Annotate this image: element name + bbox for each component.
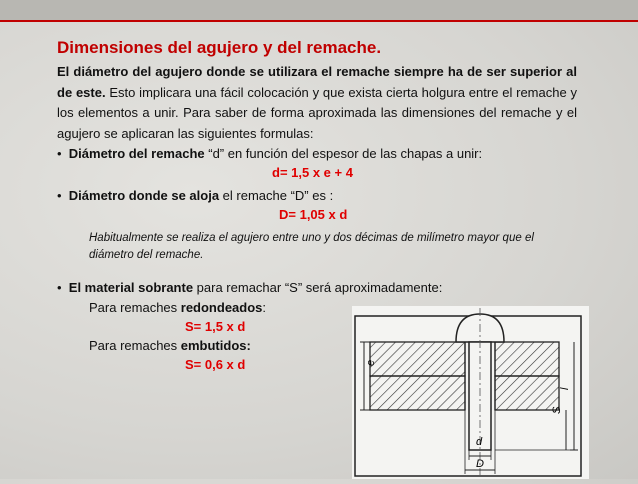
label-d: d <box>476 436 483 448</box>
formula-d: d= 1,5 x e + 4 <box>272 165 353 180</box>
note-text: Habitualmente se realiza el agujero entre uno y dos décimas de milímetro mayor que el diámetro del remache. <box>89 232 534 261</box>
embedded-prefix: Para remaches <box>89 338 181 353</box>
label-s: S <box>551 406 563 414</box>
embedded-bold: embutidos: <box>180 338 251 353</box>
bullet1-bold: Diámetro del remache <box>68 146 205 161</box>
label-D: D <box>476 458 484 470</box>
rounded-bold: redondeados <box>180 300 263 315</box>
formula-D: D= 1,05 x d <box>279 207 348 222</box>
plate-top-right <box>495 342 559 376</box>
formula-s-rounded: S= 1,5 x d <box>185 319 246 334</box>
bullet1-text: “d” en función del espesor de las chapas a unir: <box>204 146 483 161</box>
bullet3-bold: El material sobrante <box>68 280 194 295</box>
top-bar <box>0 0 638 22</box>
bullet2-bold: Diámetro donde se aloja <box>68 188 220 203</box>
rivet-diagram-svg <box>352 306 589 479</box>
label-l: l <box>559 387 571 390</box>
bullet-remache-diameter: • Diámetro del remache “d” en función del espesor de las chapas a unir: <box>57 146 483 161</box>
bullet-material: • El material sobrante para remachar “S” será aproximadamente: <box>57 280 443 295</box>
rounded-suffix: : <box>262 300 267 315</box>
bullet3-text: para remachar “S” será aproximadamente: <box>193 280 443 295</box>
plate-bottom-right <box>495 376 559 410</box>
plate-top-left <box>370 342 465 376</box>
label-e: e <box>365 359 377 366</box>
rounded-prefix: Para remaches <box>89 300 181 315</box>
bullet2-text: el remache “D” es : <box>219 188 334 203</box>
rivet-diagram <box>352 306 589 479</box>
plate-bottom-left <box>370 376 465 410</box>
intro-bold: El diámetro del agujero donde se utilizara el remache siempre ha de ser superior al de este. <box>57 64 577 100</box>
intro-paragraph <box>57 62 577 144</box>
formula-s-embedded: S= 0,6 x d <box>185 357 246 372</box>
bullet-hole-diameter: • Diámetro donde se aloja el remache “D” es : <box>57 188 334 203</box>
slide-title: Dimensiones del agujero y del remache. <box>57 38 382 57</box>
intro-rest: Esto implicara una fácil colocación y que exista cierta holgura entre el remache y los elementos a unir. Para saber de forma aproximada las dimensiones del remache y el agujero se aplicaran las siguientes formulas: <box>57 84 577 141</box>
